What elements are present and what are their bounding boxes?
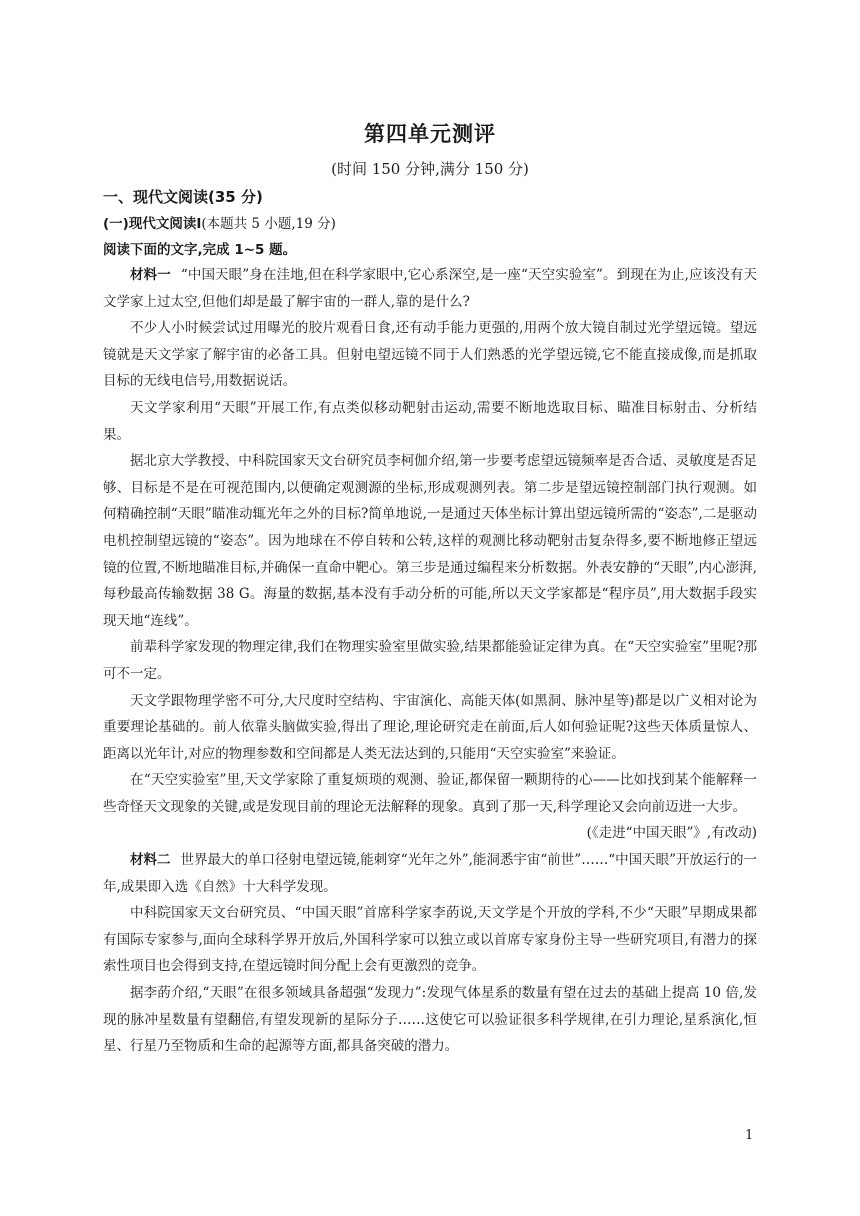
paragraph: 材料二 世界最大的单口径射电望远镜,能刺穿“光年之外”,能洞悉宇宙“前世”……“中国天眼”开放运行的一年,成果即入选《自然》十大科学发现。 — [103, 852, 757, 895]
paragraph: 材料一 “中国天眼”身在洼地,但在科学家眼中,它心系深空,是一座“天空实验室”。到现在为止,应该没有天文学家上过太空,但他们却是最了解宇宙的一群人,靠的是什么? — [103, 267, 757, 310]
paragraph: 天文学家利用“天眼”开展工作,有点类似移动靶射击运动,需要不断地选取目标、瞄准目标射击、分析结果。 — [103, 399, 757, 443]
paragraph: 在“天空实验室”里,天文学家除了重复烦琐的观测、验证,都保留一颗期待的心——比如找到某个能解释一些奇怪天文现象的关键,或是发现目前的理论无法解释的现象。真到了那一天,科学理论又会向前迈进一大步。 — [103, 772, 757, 815]
paragraph: 前辈科学家发现的物理定律,我们在物理实验室里做实验,结果都能验证定律为真。在“天空实验室”里呢?那可不一定。 — [103, 639, 757, 682]
paragraph: 天文学跟物理学密不可分,大尺度时空结构、宇宙演化、高能天体(如黑洞、脉冲星等)都是以广义相对论为重要理论基础的。前人依靠头脑做实验,得出了理论,理论研究走在前面,后人如何验证呢?这些天体质量惊人、距离以光年计,对应的物理参数和空间都是人类无法达到的,只能用“天空实验室”来验证。 — [103, 692, 757, 762]
reading-instruction: 阅读下面的文字,完成 1~5 题。 — [103, 242, 297, 258]
exam-time-note: (时间 150 分钟,满分 150 分) — [331, 160, 529, 178]
material-one-label: 材料一 — [130, 267, 171, 283]
subsection-label: (一)现代文阅读Ⅰ — [103, 216, 202, 232]
paragraph: 据李菂介绍,“天眼”在很多领域具备超强“发现力”:发现气体星系的数量有望在过去的基础上提高 10 倍,发现的脉冲星数量有望翻倍,有望发现新的星际分子……这使它可以验证很多科学规律,在引力理论,星系演化,恒星、行星乃至物质和生命的起源等方面,都具备突破的潜力。 — [103, 985, 757, 1055]
paragraph: 中科院国家天文台研究员、“中国天眼”首席科学家李菂说,天文学是个开放的学科,不少“天眼”早期成果都有国际专家参与,面向全球科学界开放后,外国科学家可以独立或以首席专家身份主导一些研究项目,有潜力的探索性项目也会得到支持,在望远镜时间分配上会有更激烈的竞争。 — [103, 905, 757, 975]
paragraph: 据北京大学教授、中科院国家天文台研究员李柯伽介绍,第一步要考虑望远镜频率是否合适、灵敏度是否足够、目标是不是在可视范围内,以便确定观测源的坐标,形成观测列表。第二步是望远镜控制部门执行观测。如何精确控制“天眼”瞄准动辄光年之外的目标?简单地说,一是通过天体坐标计算出望远镜所需的“姿态”,二是驱动电机控制望远镜的“姿态”。因为地球在不停自转和公转,这样的观测比移动靶射击复杂得多,要不断地修正望远镜的位置,不断地瞄准目标,并确保一直命中靶心。第三步是通过编程来分析数据。外表安静的“天眼”,内心澎湃,每秒最高传输数据 38 G。海量的数据,基本没有手动分析的可能,所以天文学家都是“程序员”,用大数据手段实现天地“连线”。 — [103, 453, 757, 629]
page-title: 第四单元测评 — [364, 122, 496, 146]
paragraph: 不少人小时候尝试过用曝光的胶片观看日食,还有动手能力更强的,用两个放大镜自制过光学望远镜。望远镜就是天文学家了解宇宙的必备工具。但射电望远镜不同于人们熟悉的光学望远镜,它不能直接成像,而是抓取目标的无线电信号,用数据说话。 — [103, 320, 757, 390]
material-two-label: 材料二 — [130, 852, 171, 869]
section-heading: 一、现代文阅读(35 分) — [103, 188, 263, 206]
subsection-note: (本题共 5 小题,19 分) — [201, 216, 336, 232]
passage-body — [103, 262, 757, 1060]
page-number: 1 — [745, 1128, 754, 1143]
subsection-heading — [103, 212, 336, 232]
material-one-source: (《走进“中国天眼”》,有改动) — [586, 825, 757, 842]
